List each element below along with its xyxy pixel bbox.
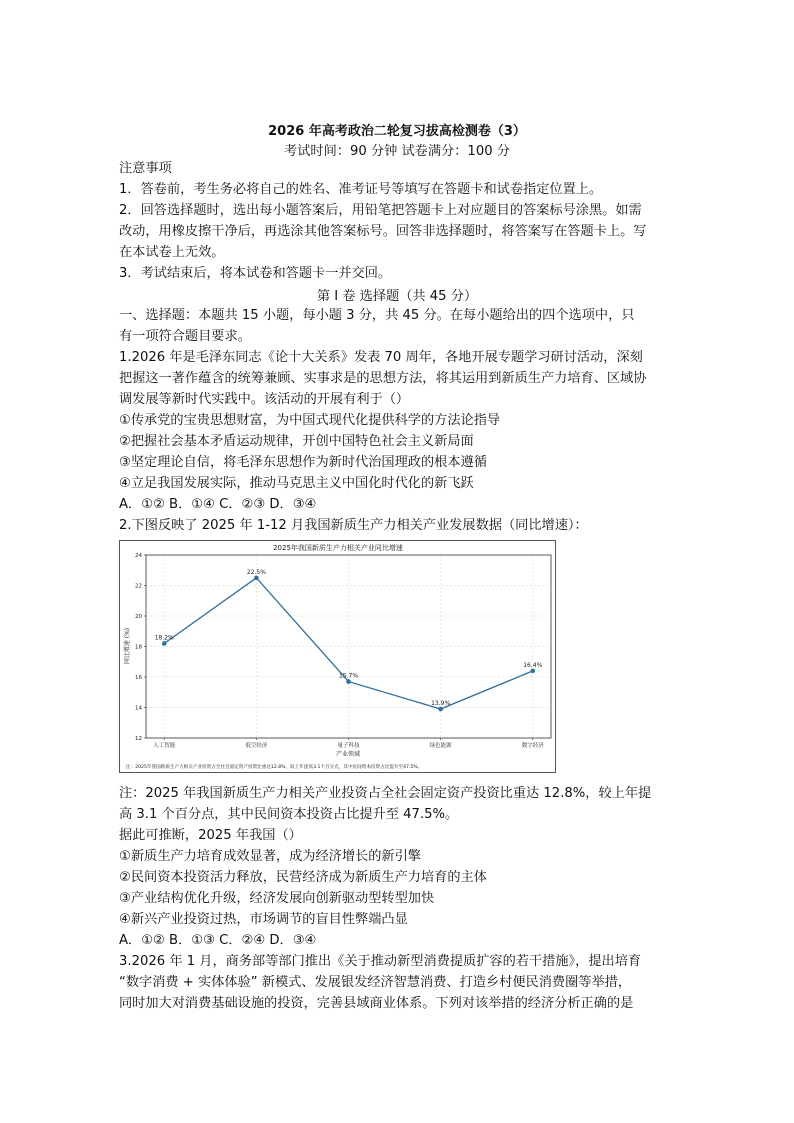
notice-line: 1．答卷前，考生务必将自己的姓名、准考证号等填写在答题卡和试卷指定位置上。	[119, 182, 603, 197]
y-tick-label: 16	[135, 675, 142, 681]
data-label: 15.7%	[338, 672, 359, 680]
y-axis-ticks	[135, 553, 146, 742]
x-axis-label: 产业领域	[335, 751, 361, 758]
y-axis-label: 同比增速 (%)	[124, 627, 131, 665]
chart-title: 2025年我国新质生产力相关产业同比增速	[273, 544, 403, 552]
data-labels	[155, 569, 543, 707]
y-tick-label: 20	[135, 614, 142, 620]
data-point	[162, 641, 167, 646]
data-point	[530, 669, 535, 674]
chart-grid	[146, 555, 551, 738]
data-label: 22.5%	[246, 568, 266, 576]
section-intro: 一、选择题：本题共 15 小题，每小题 3 分，共 45 分。在每小题给出的四个选项中，只	[119, 308, 635, 323]
q1-stem: 把握这一著作蕴含的统筹兼顾、实事求是的思想方法，将其运用到新质生产力培育、区域协	[119, 371, 647, 386]
q2-ask: 据此可推断，2025 年我国（）	[119, 828, 302, 843]
x-axis-ticks	[153, 738, 544, 749]
data-point	[254, 576, 259, 581]
q2-option: ②民间资本投资活力释放，民营经济成为新质生产力培育的主体	[119, 870, 487, 885]
x-tick-label: 数字经济	[521, 743, 544, 749]
y-tick-label: 22	[135, 583, 142, 590]
notice-line: 3．考试结束后，将本试卷和答题卡一并交回。	[119, 266, 392, 281]
data-label: 16.4%	[523, 661, 543, 669]
notice-line: 改动，用橡皮擦干净后，再选涂其他答案标号。回答非选择题时，将答案写在答题卡上。写	[119, 224, 647, 239]
q1-option: ④立足我国发展实际，推动马克思主义中国化时代化的新飞跃	[119, 476, 474, 491]
notice-line: 2．回答选择题时，选出每小题答案后，用铅笔把答题卡上对应题目的答案标号涂黑。如需	[119, 203, 642, 218]
x-tick-label: 人工智能	[153, 743, 176, 749]
q1-stem: 调发展等新时代实践中。该活动的开展有利于（）	[119, 392, 410, 407]
exam-meta: 考试时间：90 分钟 试卷满分：100 分	[284, 144, 510, 159]
growth-line-chart	[119, 540, 556, 773]
q1-option: ②把握社会基本矛盾运动规律，开创中国特色社会主义新局面	[119, 434, 474, 449]
q2-answers: A．①② B．①③ C．②④ D．③④	[119, 933, 317, 948]
x-tick-label: 绿色能源	[429, 743, 452, 749]
notice-line: 在本试卷上无效。	[119, 245, 225, 260]
q3-stem: 3.2026 年 1 月，商务部等部门推出《关于推动新型消费提质扩容的若干措施》，提出培育	[119, 954, 642, 969]
q1-option: ①传承党的宝贵思想财富，为中国式现代化提供科学的方法论指导	[119, 413, 501, 428]
chart-svg	[120, 541, 555, 772]
q1-answers: A．①② B．①④ C．②③ D．③④	[119, 497, 317, 512]
y-tick-label: 24	[135, 553, 142, 559]
q2-note: 注：2025 年我国新质生产力相关产业投资占全社会固定资产投资比重达 12.8%，较上年提	[119, 786, 652, 801]
data-point	[438, 707, 443, 712]
y-tick-label: 14	[135, 705, 142, 712]
data-label: 13.9%	[431, 700, 451, 708]
y-tick-label: 12	[135, 736, 142, 742]
q3-stem: “数字消费 + 实体体验” 新模式、发展银发经济智慧消费、打造乡村便民消费圈等举措，	[119, 975, 632, 990]
x-tick-label: 量子科技	[337, 743, 360, 749]
data-point	[346, 679, 351, 684]
section-title: 第 Ⅰ 卷 选择题（共 45 分）	[316, 289, 478, 304]
notice-heading: 注意事项	[119, 161, 172, 176]
q2-option: ①新质生产力培育成效显著，成为经济增长的新引擎	[119, 849, 421, 864]
section-intro: 有一项符合题目要求。	[119, 329, 251, 344]
x-tick-label: 低空经济	[245, 743, 268, 749]
q1-option: ③坚定理论自信，将毛泽东思想作为新时代治国理政的根本遵循	[119, 455, 487, 470]
q2-stem: 2.下图反映了 2025 年 1-12 月我国新质生产力相关产业发展数据（同比增速）：	[119, 518, 588, 533]
q2-option: ④新兴产业投资过热，市场调节的盲目性弊端凸显	[119, 912, 408, 927]
q2-option: ③产业结构优化升级，经济发展向创新驱动型转型加快	[119, 891, 435, 906]
chart-footnote: 注：2025年我国新质生产力相关产业投资占全社会固定资产投资比重达12.8%，较上年提高3.1个百分点，其中民间资本投资占比提升至47.5%。	[126, 765, 423, 770]
data-label: 18.2%	[154, 634, 174, 642]
exam-title: 2026 年高考政治二轮复习拔高检测卷（3）	[268, 124, 526, 139]
q2-note: 高 3.1 个百分点，其中民间资本投资占比提升至 47.5%。	[119, 807, 459, 822]
q1-stem: 1.2026 年是毛泽东同志《论十大关系》发表 70 周年，各地开展专题学习研讨活动，深刻	[119, 350, 643, 365]
q3-stem: 同时加大对消费基础设施的投资，完善县域商业体系。下列对该举措的经济分析正确的是	[119, 996, 634, 1011]
y-tick-label: 18	[135, 644, 142, 651]
